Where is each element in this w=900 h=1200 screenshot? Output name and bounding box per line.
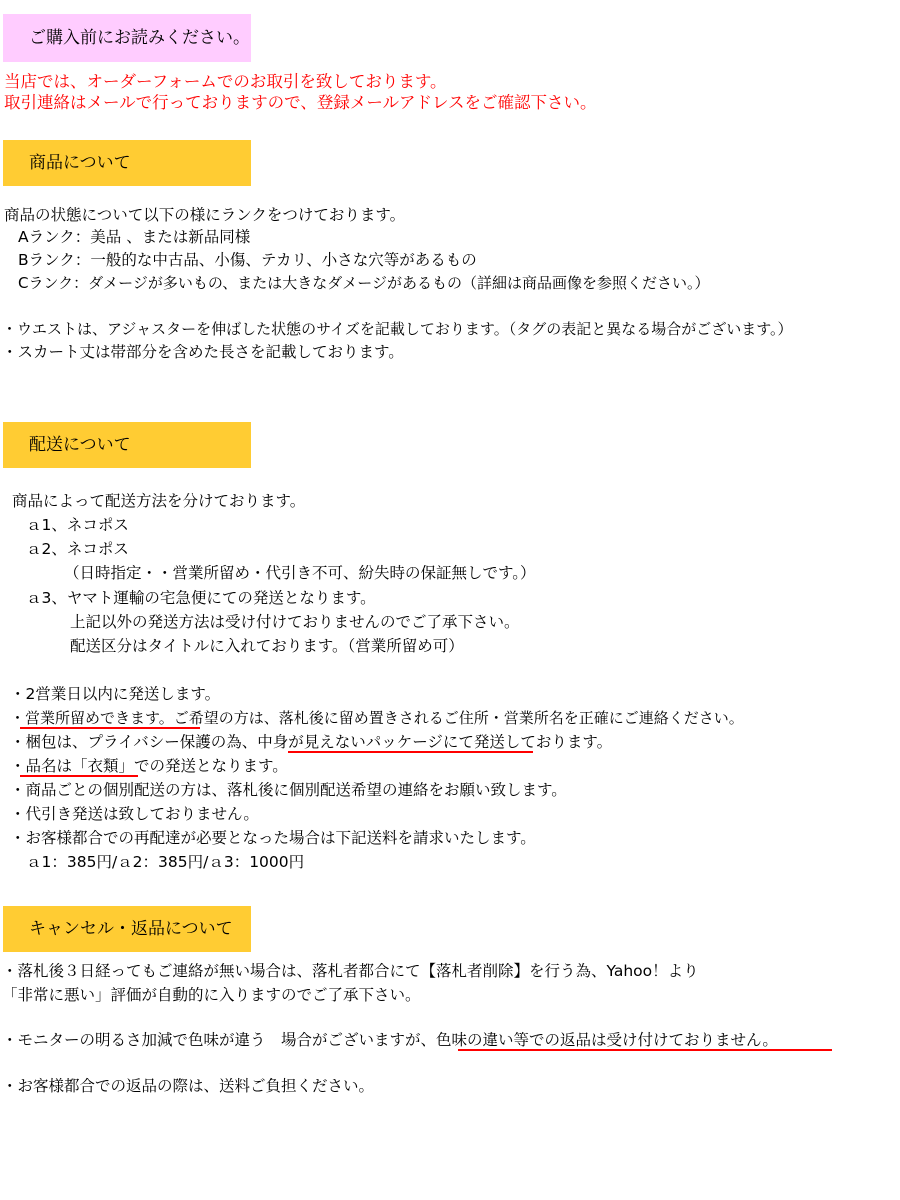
products-line-1: 商品の状態について以下の様にランクをつけております。 xyxy=(4,206,406,224)
products-heading: 商品について xyxy=(3,140,251,186)
ship-packaging: ・梱包は、プライバシー保護の為、中身が見えないパッケージにて発送しております。 xyxy=(10,733,613,751)
ship-2days: ・2営業日以内に発送します。 xyxy=(10,685,221,703)
rank-a: Aランク：美品 、または新品同様 xyxy=(18,228,251,246)
cancel-line-4: ・お客様都合での返品の際は、送料ご負担ください。 xyxy=(2,1077,375,1095)
skirt-note: ・スカート丈は帯部分を含めた長さを記載しております。 xyxy=(2,343,404,361)
underline-packaging xyxy=(288,751,533,753)
method-a1: ａ1、ネコポス xyxy=(26,516,129,534)
rank-b: Bランク：一般的な中古品、小傷、テカリ、小さな穴等があるもの xyxy=(18,251,477,269)
waist-note: ・ウエストは、アジャスターを伸ばした状態のサイズを記載しております。（タグの表記と異なる場合がございます。） xyxy=(2,320,793,338)
method-a2: ａ2、ネコポス xyxy=(26,540,129,558)
ship-fees: ａ1：385円/ａ2：385円/ａ3：1000円 xyxy=(26,853,305,871)
cancel-heading: キャンセル・返品について xyxy=(3,906,251,952)
cancel-line-1: ・落札後３日経ってもご連絡が無い場合は、落札者都合にて【落札者削除】を行う為、Yahoo！より xyxy=(2,962,699,980)
method-a2-note: （日時指定・・営業所留め・代引き不可、紛失時の保証無しです。） xyxy=(64,564,536,582)
underline-color-returns xyxy=(458,1049,832,1051)
underline-item-name xyxy=(20,775,138,777)
shipping-class-note: 配送区分はタイトルに入れております。（営業所留め可） xyxy=(70,637,464,655)
notice-heading: ご購入前にお読みください。 xyxy=(3,14,251,62)
method-other-note: 上記以外の発送方法は受け付けておりませんのでご了承下さい。 xyxy=(70,613,520,631)
notice-line-1: 当店では、オーダーフォームでのお取引を致しております。 xyxy=(4,72,447,91)
ship-office-hold: ・営業所留めできます。ご希望の方は、落札後に留め置きされるご住所・営業所名を正確にご連絡ください。 xyxy=(10,709,744,727)
ship-individual: ・商品ごとの個別配送の方は、落札後に個別配送希望の連絡をお願い致します。 xyxy=(10,781,567,799)
ship-redelivery: ・お客様都合での再配達が必要となった場合は下記送料を請求いたします。 xyxy=(10,829,536,847)
ship-no-cod: ・代引き発送は致しておりません。 xyxy=(10,805,259,823)
shipping-intro: 商品によって配送方法を分けております。 xyxy=(12,492,306,510)
notice-line-2: 取引連絡はメールで行っておりますので、登録メールアドレスをご確認下さい。 xyxy=(4,93,597,112)
method-a3: ａ3、ヤマト運輸の宅急便にての発送となります。 xyxy=(26,589,376,607)
shipping-heading: 配送について xyxy=(3,422,251,468)
rank-c: Cランク：ダメージが多いもの、または大きなダメージがあるもの（詳細は商品画像を参照ください。） xyxy=(18,274,710,292)
underline-office-hold xyxy=(20,727,200,729)
cancel-line-3: ・モニターの明るさ加減で色味が違う 場合がございますが、色味の違い等での返品は受け付けておりません。 xyxy=(2,1031,778,1049)
cancel-line-2: 「非常に悪い」評価が自動的に入りますのでご了承下さい。 xyxy=(2,986,421,1004)
ship-item-name: ・品名は「衣類」での発送となります。 xyxy=(10,757,288,775)
